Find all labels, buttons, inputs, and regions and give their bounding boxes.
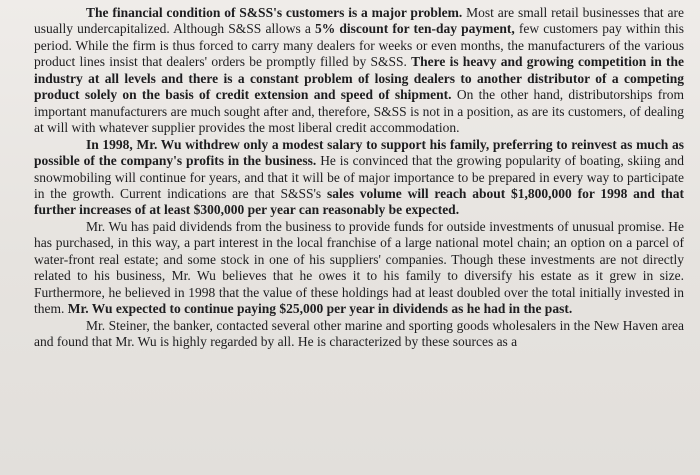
text-run: few customers pay within this period. While the firm is thus forced to carry many dealers for weeks or even months, the manufacturers of the various product lines insist that dealers' orders be promptly filled by S&SS. bbox=[34, 21, 684, 70]
paragraph-customer-finances bbox=[34, 5, 684, 137]
text-run: There is heavy and growing competition in the industry bbox=[34, 54, 684, 86]
text-run: In 1998, Mr. Wu withdrew only a modest salary to support his family, preferring to reinvest as much as possible of the company's profits in the business. bbox=[34, 136, 684, 169]
text-run: Mr. Steiner, the banker, contacted several other marine and sporting goods wholesalers in the New Haven area and found that Mr. Wu is highly regarded by all. He is characterized by these sources as a bbox=[34, 317, 684, 350]
text-run: He is convinced that the growing popularity of boating, skiing and snowmobiling will continue for years, and that it will be of major importance to be prepared in every way to participate in the growth. Current indications are that S&SS's bbox=[34, 153, 684, 201]
text-run: On the other hand, distributorships from important manufacturers are much sought after and, therefore, S&SS is not in a position, as are its customers, of dealing at will with whatever supplier provides the most liberal credit accommodation. bbox=[34, 87, 684, 136]
text-run: 5% discount for ten-day payment, bbox=[315, 21, 515, 37]
paragraph-dividends bbox=[34, 219, 684, 318]
text-run: at all levels and there is a constant problem of losing dealers to another distributor of a competing product solely on the basis of credit extension and speed of shipment. bbox=[34, 70, 684, 103]
paragraph-banker-steiner bbox=[34, 318, 684, 351]
paragraph-1998-salary bbox=[34, 137, 684, 219]
text-run: Mr. Wu has paid dividends from the business to provide funds for outside investments of unusual promise. He has purchased, in this way, a part interest in the local franchise of a large national motel chain; an option on a parcel of water-front real estate; and some stock in one of his suppliers' companies. Though these investments are not directly related to his business, Mr. Wu believes that he owes it to his family to diversify his estate as it grew in size. Furthermore, he believed in 1998 that the value of these holdings had at least doubled over the total initially invested in them. bbox=[34, 218, 684, 317]
text-run: Mr. Wu expected to continue paying $25,000 per year in dividends as he had in the past. bbox=[67, 301, 573, 317]
text-run: sales volume will reach about $1,800,000 for 1998 and that further increases of at least $300,000 per year can reasonably be expected. bbox=[34, 185, 684, 218]
text-run: The financial condition of S&SS's customers is a major problem. bbox=[86, 5, 463, 20]
text-run: Most are small retail businesses that are usually undercapitalized. Although S&SS allows a bbox=[34, 5, 684, 37]
